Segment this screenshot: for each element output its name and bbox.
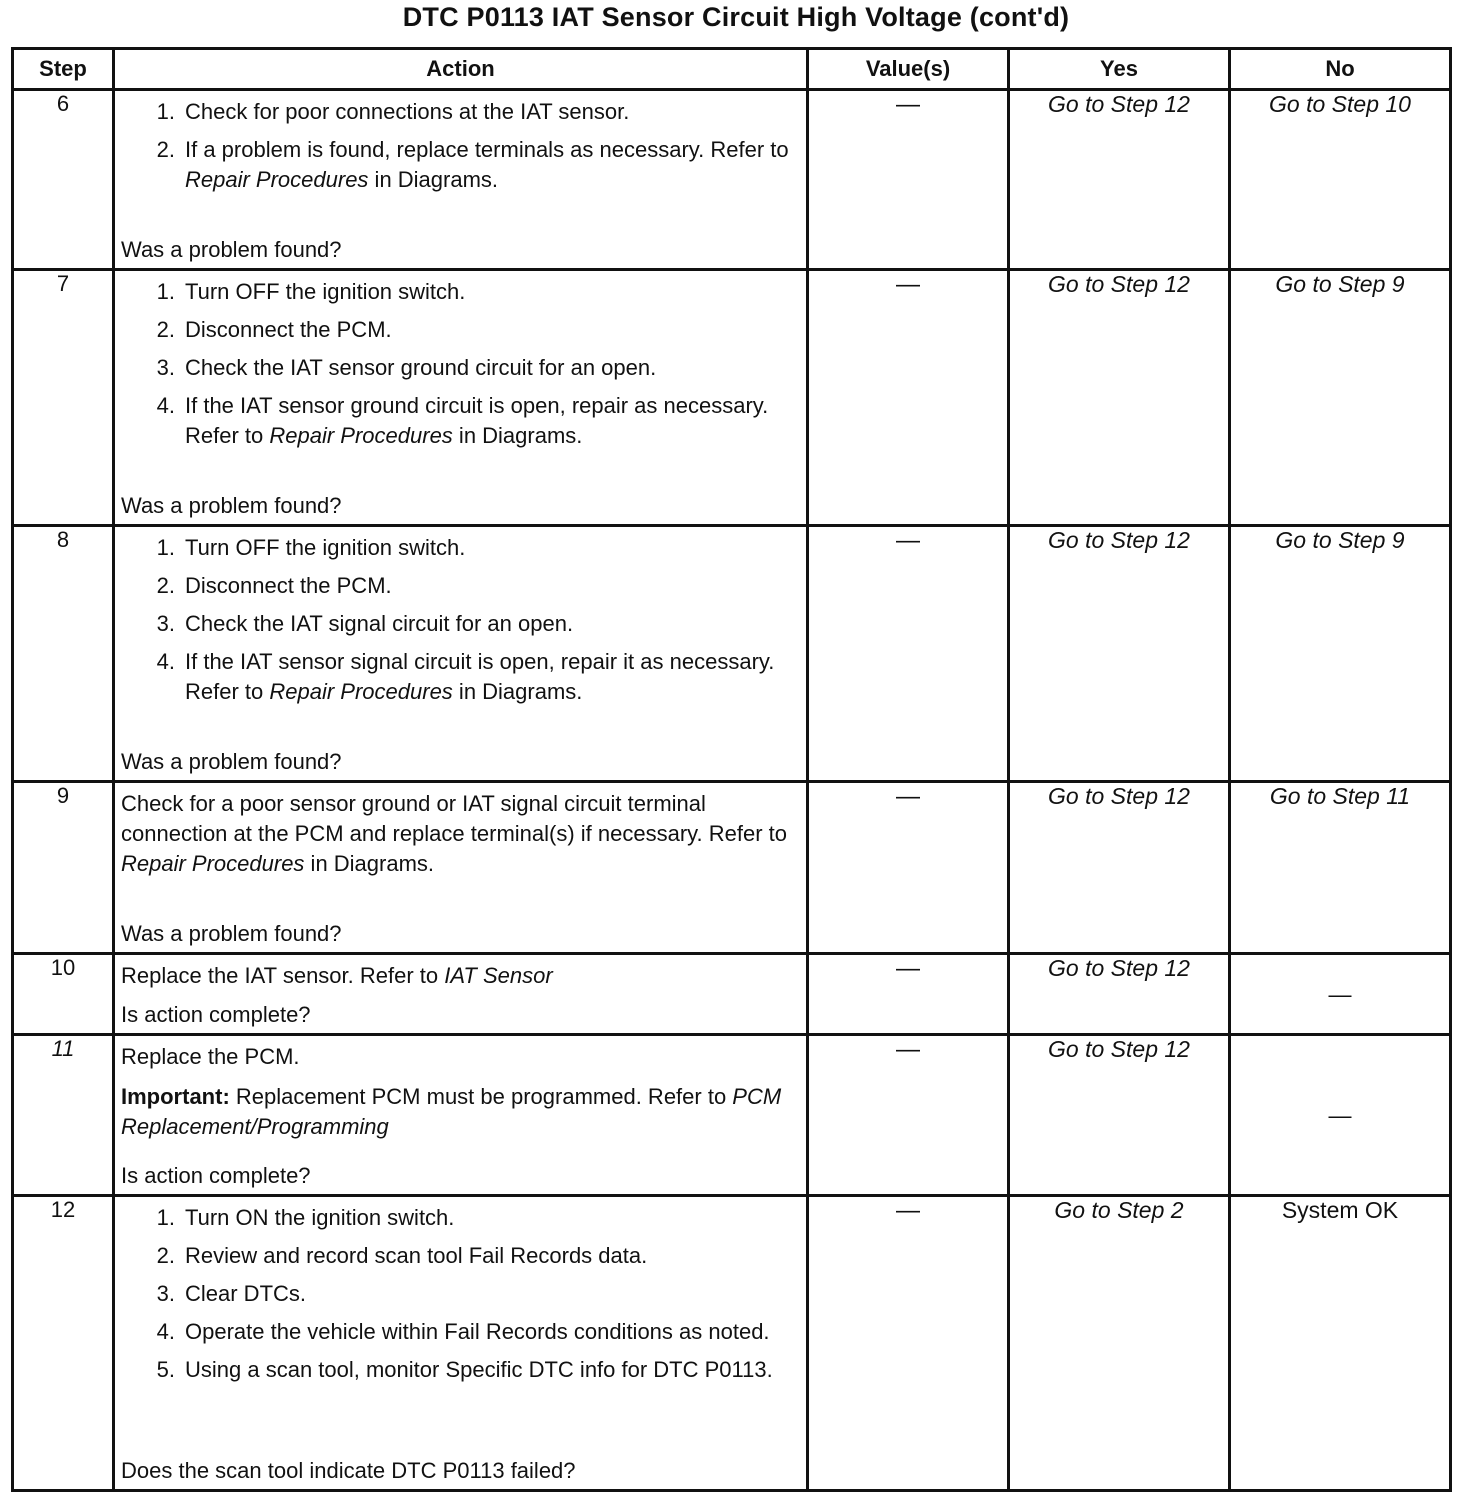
yes-cell: Go to Step 12 bbox=[1009, 270, 1230, 526]
action-list bbox=[121, 1203, 800, 1385]
action-cell bbox=[114, 526, 808, 782]
action-cell bbox=[114, 782, 808, 954]
step-number: 9 bbox=[13, 782, 114, 954]
list-item: 2. Disconnect the PCM. bbox=[156, 573, 392, 598]
action-list bbox=[121, 533, 800, 715]
header-step: Step bbox=[13, 49, 114, 90]
action-question: Is action complete? bbox=[121, 1163, 311, 1188]
yes-cell: Go to Step 2 bbox=[1009, 1196, 1230, 1491]
header-action: Action bbox=[114, 49, 808, 90]
header-yes: Yes bbox=[1009, 49, 1230, 90]
value-cell: — bbox=[808, 782, 1009, 954]
no-cell: — bbox=[1230, 1035, 1451, 1196]
important-note: Important: Replacement PCM must be programmed. Refer to PCM Replacement/Programming bbox=[121, 1084, 782, 1139]
step-number: 6 bbox=[13, 90, 114, 270]
value-cell: — bbox=[808, 954, 1009, 1035]
table-row-step-10 bbox=[13, 954, 1451, 1035]
list-item: 1. Check for poor connections at the IAT sensor. bbox=[156, 99, 630, 124]
table-row-step-9 bbox=[13, 782, 1451, 954]
step-number: 10 bbox=[13, 954, 114, 1035]
action-question: Does the scan tool indicate DTC P0113 failed? bbox=[121, 1458, 576, 1483]
yes-cell: Go to Step 12 bbox=[1009, 782, 1230, 954]
list-item: 3. Check the IAT sensor ground circuit for an open. bbox=[156, 355, 657, 380]
no-cell: Go to Step 11 bbox=[1230, 782, 1451, 954]
yes-cell: Go to Step 12 bbox=[1009, 954, 1230, 1035]
step-number: 7 bbox=[13, 270, 114, 526]
list-item: 1. Turn ON the ignition switch. bbox=[156, 1205, 455, 1230]
action-cell bbox=[114, 1035, 808, 1196]
action-question: Was a problem found? bbox=[121, 237, 342, 262]
action-question: Was a problem found? bbox=[121, 493, 342, 518]
list-item: 4. If the IAT sensor ground circuit is open, repair as necessary. Refer to Repair Procedures in Diagrams. bbox=[156, 393, 769, 448]
action-question: Was a problem found? bbox=[121, 749, 342, 774]
list-item: 4. If the IAT sensor signal circuit is open, repair it as necessary. Refer to Repair Procedures in Diagrams. bbox=[156, 649, 775, 704]
list-item: 2. If a problem is found, replace terminals as necessary. Refer to Repair Procedures in Diagrams. bbox=[156, 137, 789, 192]
action-paragraph: Replace the IAT sensor. Refer to IAT Sensor bbox=[121, 963, 553, 988]
list-item: 2. Disconnect the PCM. bbox=[156, 317, 392, 342]
table-row-step-11 bbox=[13, 1035, 1451, 1196]
value-cell: — bbox=[808, 270, 1009, 526]
table-row-step-7 bbox=[13, 270, 1451, 526]
step-number: 12 bbox=[13, 1196, 114, 1491]
action-cell bbox=[114, 90, 808, 270]
value-cell: — bbox=[808, 526, 1009, 782]
action-cell bbox=[114, 270, 808, 526]
action-cell bbox=[114, 1196, 808, 1491]
no-cell: Go to Step 9 bbox=[1230, 270, 1451, 526]
yes-cell: Go to Step 12 bbox=[1009, 1035, 1230, 1196]
table-header-row bbox=[13, 49, 1451, 90]
header-no: No bbox=[1230, 49, 1451, 90]
no-cell: Go to Step 9 bbox=[1230, 526, 1451, 782]
no-cell: System OK bbox=[1230, 1196, 1451, 1491]
step-number: 11 bbox=[13, 1035, 114, 1196]
action-paragraph: Check for a poor sensor ground or IAT signal circuit terminal connection at the PCM and replace terminal(s) if necessary. Refer to Repair Procedures in Diagrams. bbox=[121, 791, 788, 876]
yes-cell: Go to Step 12 bbox=[1009, 90, 1230, 270]
table-row-step-6 bbox=[13, 90, 1451, 270]
list-item: 3. Check the IAT signal circuit for an open. bbox=[156, 611, 574, 636]
value-cell: — bbox=[808, 1196, 1009, 1491]
yes-cell: Go to Step 12 bbox=[1009, 526, 1230, 782]
action-list bbox=[121, 277, 800, 459]
list-item: 4. Operate the vehicle within Fail Records conditions as noted. bbox=[156, 1319, 770, 1344]
action-question: Is action complete? bbox=[121, 1002, 311, 1027]
table-row-step-8 bbox=[13, 526, 1451, 782]
step-number: 8 bbox=[13, 526, 114, 782]
no-cell: Go to Step 10 bbox=[1230, 90, 1451, 270]
list-item: 2. Review and record scan tool Fail Records data. bbox=[156, 1243, 648, 1268]
list-item: 1. Turn OFF the ignition switch. bbox=[156, 279, 466, 304]
action-list bbox=[121, 97, 800, 203]
list-item: 1. Turn OFF the ignition switch. bbox=[156, 535, 466, 560]
action-question: Was a problem found? bbox=[121, 921, 342, 946]
page-title: DTC P0113 IAT Sensor Circuit High Voltage (cont'd) bbox=[402, 2, 1070, 32]
table-row-step-12 bbox=[13, 1196, 1451, 1491]
action-cell bbox=[114, 954, 808, 1035]
list-item: 5. Using a scan tool, monitor Specific DTC info for DTC P0113. bbox=[156, 1357, 773, 1382]
diagnostic-table bbox=[11, 47, 1452, 1492]
value-cell: — bbox=[808, 90, 1009, 270]
value-cell: — bbox=[808, 1035, 1009, 1196]
header-values: Value(s) bbox=[808, 49, 1009, 90]
no-cell: — bbox=[1230, 954, 1451, 1035]
list-item: 3. Clear DTCs. bbox=[156, 1281, 307, 1306]
action-paragraph: Replace the PCM. bbox=[121, 1044, 300, 1069]
